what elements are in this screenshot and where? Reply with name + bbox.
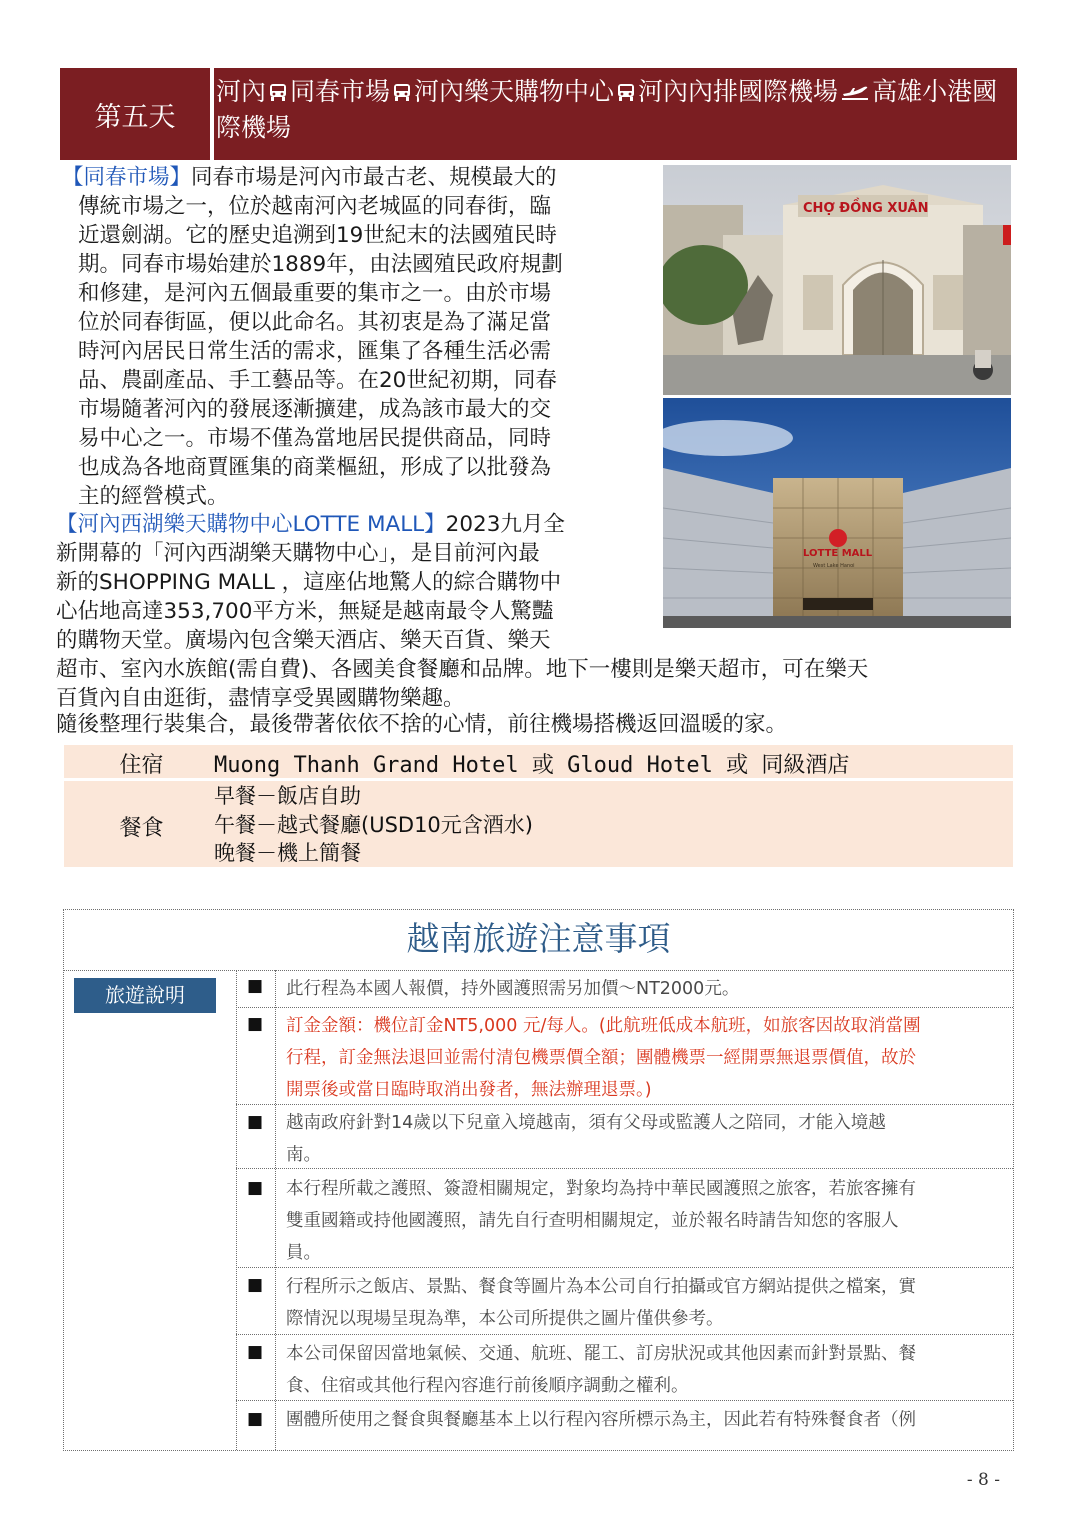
bus-icon	[616, 83, 636, 102]
lotte-sub-text: West Lake Hanoi	[813, 563, 855, 569]
notice-item	[286, 1404, 1011, 1436]
route-stop: 同春市場	[290, 77, 391, 106]
meal-dinner: 晚餐－機上簡餐	[214, 841, 361, 865]
market-line: 也成為各地商賈匯集的商業樞紐，形成了以批發為	[78, 455, 552, 480]
notice-item	[286, 1338, 1011, 1402]
route-stop: 河內	[216, 77, 267, 106]
notice-line: 食、住宿或其他行程內容進行前後順序調動之權利。	[286, 1376, 689, 1396]
bullet-icon: ■	[246, 1342, 264, 1362]
meal-label: 餐食	[119, 816, 164, 841]
stay-value: Muong Thanh Grand Hotel 或 Gloud Hotel 或 同級酒店	[214, 753, 850, 778]
notice-line: 雙重國籍或持他國護照，請先自行查明相關規定，並於報名時請告知您的客服人	[286, 1211, 899, 1231]
notice-line: 訂金金額：機位訂金NT5,000 元/每人。(此航班低成本航班，如旅客因故取消當團	[286, 1016, 921, 1036]
day-separator	[210, 68, 214, 160]
row-divider	[236, 1007, 1013, 1008]
notice-title: 越南旅遊注意事項	[64, 910, 1013, 971]
bus-icon	[268, 83, 288, 102]
market-line: 位於同春街區，便以此命名。其初衷是為了滿足當	[78, 310, 552, 335]
lotte-line: 百貨內自由逛街，盡情享受異國購物樂趣。	[56, 686, 465, 711]
bullet-icon: ■	[246, 1014, 264, 1034]
market-line: 時河內居民日常生活的需求，匯集了各種生活必需	[78, 339, 552, 364]
notice-item	[286, 1107, 1011, 1171]
notice-category: 旅遊說明	[74, 978, 216, 1013]
day-route	[216, 74, 1012, 146]
notice-box	[63, 909, 1014, 1451]
lotte-line: 新的SHOPPING MALL ，這座佔地驚人的綜合購物中	[56, 570, 562, 595]
meal-list	[214, 782, 533, 868]
airplane-icon	[840, 83, 870, 102]
bullet-icon: ■	[246, 976, 264, 996]
route-stop: 高雄小港國際機場	[216, 77, 998, 142]
route-stop: 河內樂天購物中心	[414, 77, 615, 106]
lotte-sign-text: LOTTE MALL	[803, 548, 873, 559]
notice-line: 本公司保留因當地氣候、交通、航班、罷工、訂房狀況或其他因素而針對景點、餐	[286, 1344, 916, 1364]
market-line: 和修建，是河內五個最重要的集市之一。由於市場	[78, 281, 552, 306]
notice-line: 行程，訂金無法退回並需付清包機票價全額；團體機票一經開票無退票價值，故於	[286, 1048, 916, 1068]
notice-line: 南。	[286, 1145, 321, 1165]
page-number: - 8 -	[966, 1470, 1000, 1490]
market-line: 傳統市場之一，位於越南河內老城區的同春街，臨	[78, 194, 552, 219]
day-label: 第五天	[94, 101, 176, 133]
market-title: 【同春市場】	[62, 165, 192, 190]
meal-breakfast: 早餐－飯店自助	[214, 784, 361, 808]
notice-line: 開票後或當日臨時取消出發者，無法辦理退票。)	[286, 1080, 652, 1100]
notice-line: 此行程為本國人報價，持外國護照需另加價～NT2000元。	[286, 979, 740, 999]
notice-item	[286, 1010, 1011, 1106]
bullet-icon: ■	[246, 1112, 264, 1132]
market-line: 市場隨著河內的發展逐漸擴建，成為該市最大的交	[78, 397, 552, 422]
meal-row	[64, 781, 1013, 867]
bullet-icon: ■	[246, 1409, 264, 1429]
lotte-line: 的購物天堂。廣場內包含樂天酒店、樂天百貨、樂天	[56, 628, 551, 653]
notice-item	[286, 1173, 1011, 1269]
market-line: 品、農副產品、手工藝品等。在20世紀初期，同春	[78, 368, 557, 393]
bullet-icon: ■	[246, 1275, 264, 1295]
market-description	[62, 163, 662, 511]
lotte-line: 心佔地高達353,700平方米，無疑是越南最令人驚豔	[56, 599, 554, 624]
notice-item	[286, 1271, 1011, 1335]
notice-line: 本行程所載之護照、簽證相關規定，對象均為持中華民國護照之旅客，若旅客擁有	[286, 1179, 916, 1199]
lotte-line: 2023九月全	[445, 512, 565, 537]
column-divider	[236, 970, 237, 1450]
closing-text: 隨後整理行裝集合，最後帶著依依不捨的心情，前往機場搭機返回溫暖的家。	[56, 712, 788, 737]
market-line: 易中心之一。市場不僅為當地居民提供商品，同時	[78, 426, 552, 451]
column-divider	[275, 970, 276, 1450]
dong-xuan-market-photo	[663, 165, 1011, 395]
market-sign-text: CHỢ ĐỒNG XUÂN	[803, 201, 929, 216]
market-line: 期。同春市場始建於1889年，由法國殖民政府規劃	[78, 252, 563, 277]
route-stop: 河內內排國際機場	[638, 77, 839, 106]
notice-line: 員。	[286, 1243, 321, 1263]
market-line: 近還劍湖。它的歷史追溯到19世紀末的法國殖民時	[78, 223, 557, 248]
meal-lunch: 午餐－越式餐廳(USD10元含酒水)	[214, 812, 533, 837]
lotte-title: 【河內西湖樂天購物中心LOTTE MALL】	[56, 512, 446, 537]
bus-icon	[392, 83, 412, 102]
day-header	[60, 68, 1017, 160]
notice-line: 團體所使用之餐食與餐廳基本上以行程內容所標示為主，因此若有特殊餐食者（例	[286, 1410, 916, 1430]
lotte-line: 超市、室內水族館(需自費)、各國美食餐廳和品牌。地下一樓則是樂天超市，可在樂天	[56, 657, 869, 682]
notice-line: 行程所示之飯店、景點、餐食等圖片為本公司自行拍攝或官方網站提供之檔案，實	[286, 1277, 916, 1297]
market-line: 主的經營模式。	[78, 484, 229, 509]
stay-label: 住宿	[119, 753, 164, 778]
bullet-icon: ■	[246, 1178, 264, 1198]
lotte-line: 新開幕的「河內西湖樂天購物中心」，是目前河內最	[56, 541, 540, 566]
notice-line: 越南政府針對14歲以下兒童入境越南，須有父母或監護人之陪同，才能入境越	[286, 1113, 886, 1133]
stay-row	[64, 745, 1013, 778]
notice-line: 際情況以現場呈現為準，本公司所提供之圖片僅供參考。	[286, 1309, 724, 1329]
lotte-description	[56, 510, 1011, 713]
market-line: 同春市場是河內市最古老、規模最大的	[191, 165, 557, 190]
notice-item	[286, 973, 1011, 1005]
